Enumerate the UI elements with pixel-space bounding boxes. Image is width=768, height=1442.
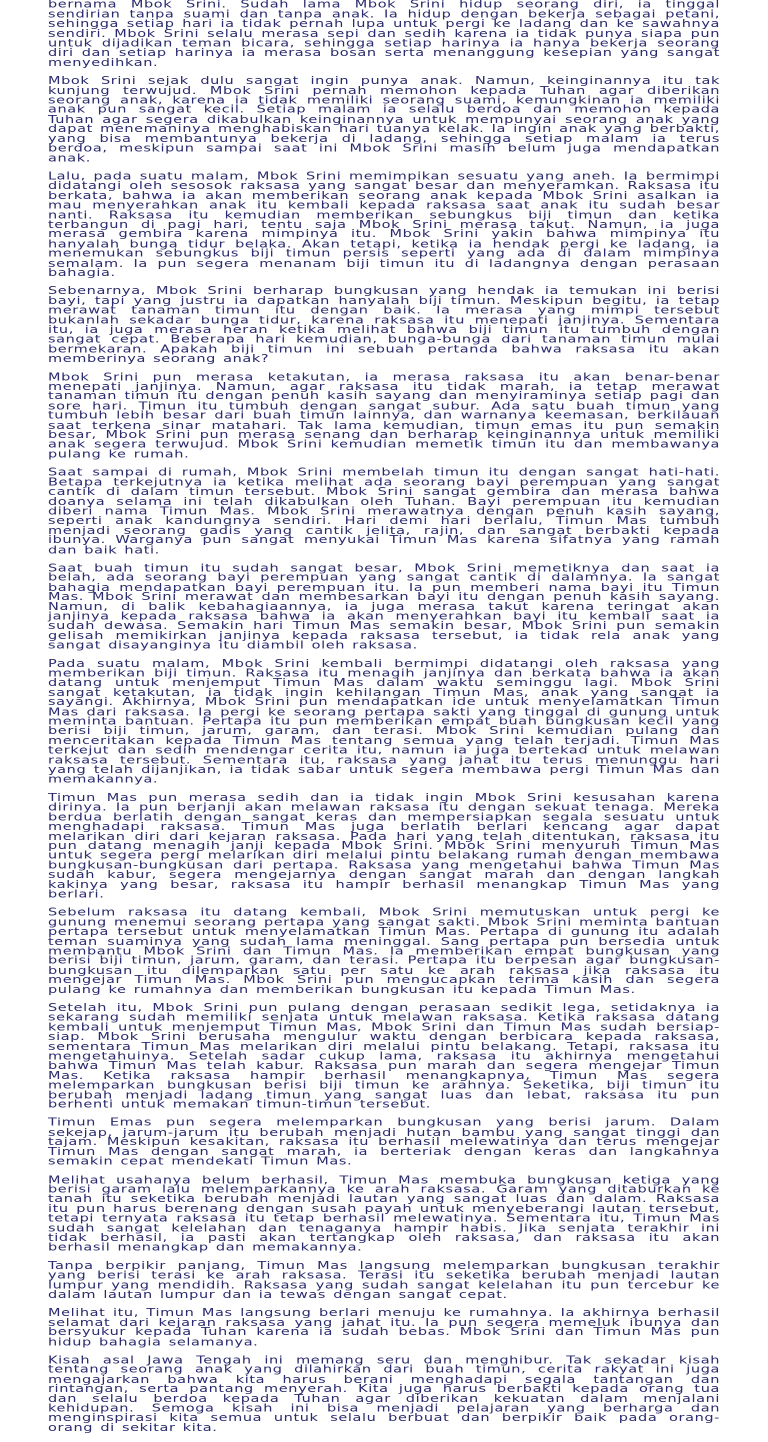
paragraph-15: Melihat itu, Timun Mas langsung berlari menuju ke rumahnya. Ia akhirnya berhasil selamat dari kejaran raksasa yang jahat itu. Ia pun segera memeluk ibunya dan bersyukur kepada Tuhan karena ia sudah bebas. Mbok Srini dan Timun Mas pun hidup bahagia selamanya. bbox=[48, 1307, 720, 1348]
paragraph-10: Sebelum raksasa itu datang kembali, Mbok Srini memutuskan untuk pergi ke gunung menemui seorang pertapa yang sangat sakti. Mbok Srini meminta bantuan pertapa tersebut untuk menyelamatkan Timun Mas. Pertapa di gunung itu adalah teman suaminya yang sudah lama meninggal. Sang pertapa pun bersedia untuk membantu Mbok Srini dan Timun Mas. Ia memberikan empat bungkusan yang berisi biji timun, jarum, garam, dan terasi. Pertapa itu berpesan agar bungkusan-bungkusan itu dilemparkan satu per satu ke arah raksasa jika raksasa itu mengejar Timun Mas. Mbok Srini pun mengucapkan terima kasih dan segera pulang ke rumahnya dan memberikan bungkusan itu kepada Timun Mas. bbox=[48, 907, 720, 996]
paragraph-7: Saat buah timun itu sudah sangat besar, Mbok Srini memetiknya dan saat ia belah, ada seorang bayi perempuan yang sangat cantik di dalamnya. Ia sangat bahagia mendapatkan bayi perempuan itu. Ia pun memberi nama bayi itu Timun Mas. Mbok Srini merawat dan membesarkan bayi itu dengan penuh kasih sayang. Namun, di balik kebahagiaannya, ia juga merasa takut karena teringat akan janjinya kepada raksasa bahwa ia akan menyerahkan bayi itu kembali saat ia sudah dewasa. Semakin hari Timun Mas semakin besar, Mbok Srini pun semakin gelisah memikirkan janjinya kepada raksasa tersebut, ia tidak rela anak yang sangat disayanginya itu diambil oleh raksasa. bbox=[48, 562, 720, 652]
paragraph-12: Timun Emas pun segera melemparkan bungkusan yang berisi jarum. Dalam sekejap, jarum-jarum itu berubah menjadi hutan bambu yang sangat tinggi dan tajam. Meskipun kesakitan, raksasa itu berhasil melewatinya dan terus mengejar Timun Mas dengan sangat marah, ia berteriak dengan keras dan langkahnya semakin cepat mendekati Timun Mas. bbox=[48, 1117, 720, 1168]
paragraph-16: Kisah asal Jawa Tengah ini memang seru dan menghibur. Tak sekadar kisah tentang seorang anak yang dilahirkan dari buah timun, cerita rakyat ini juga mengajarkan bahwa kita harus berani menghadapi segala tantangan dan rintangan, serta pantang menyerah. Kita juga harus berbakti kepada orang tua dan selalu berdoa kepada Tuhan agar diberikan kekuatan dalam menjalani kehidupan. Semoga kisah ini bisa menjadi pelajaran yang berharga dan menginspirasi kita semua untuk selalu berbuat dan berpikir baik pada orang-orang di sekitar kita. bbox=[48, 1354, 720, 1434]
paragraph-5: Mbok Srini pun merasa ketakutan, ia merasa raksasa itu akan benar-benar menepati janjinya. Namun, agar raksasa itu tidak marah, ia tetap merawat tanaman timun itu dengan penuh kasih sayang dan menyiraminya setiap pagi dan sore hari. Timun itu tumbuh dengan sangat subur. Ada satu buah timun yang tumbuh lebih besar dari buah timun lainnya, dan warnanya keemasan, berkilauan saat terkena sinar matahari. Tak lama kemudian, timun emas itu pun semakin besar, Mbok Srini pun merasa senang dan berharap keinginannya untuk memiliki anak segera terwujud. Mbok Srini kemudian memetik timun itu dan membawanya pulang ke rumah. bbox=[48, 371, 720, 461]
paragraph-11: Setelah itu, Mbok Srini pun pulang dengan perasaan sedikit lega, setidaknya ia sekarang sudah memiliki senjata untuk melawan raksasa. Ketika raksasa datang kembali untuk menjemput Timun Mas, Mbok Srini dan Timun Mas sudah bersiap-siap. Mbok Srini berusaha mengulur waktu dengan berbicara kepada raksasa, sementara Timun Mas melarikan diri melalui pintu belakang. Tetapi, raksasa itu mengetahuinya. Setelah sadar cukup lama, raksasa itu akhirnya mengetahui bahwa Timun Mas telah kabur. Raksasa pun marah dan segera mengejar Timun Mas. Ketika raksasa hampir berhasil menangkapnya, Timun Mas segera melemparkan bungkusan berisi biji timun ke arahnya. Seketika, biji timun itu berubah menjadi ladang timun yang sangat luas dan lebat, raksasa itu pun berhenti untuk memakan timun-timun tersebut. bbox=[48, 1002, 720, 1111]
paragraph-4: Sebenarnya, Mbok Srini berharap bungkusan yang hendak ia temukan ini berisi bayi, tapi yang justru ia dapatkan hanyalah biji timun. Meskipun begitu, ia tetap merawat tanaman timun itu dengan baik. Ia merasa yang mimpi tersebut bukanlah sekadar bunga tidur, karena raksasa itu menepati janjinya. Sementara itu, ia juga merasa heran ketika melihat bahwa biji timun itu tumbuh dengan sangat cepat. Beberapa hari kemudian, bunga-bunga dari tanaman timun mulai bermekaran. Apakah biji timun ini sebuah pertanda bahwa raksasa itu akan memberinya seorang anak? bbox=[48, 285, 720, 365]
paragraph-9: Timun Mas pun merasa sedih dan ia tidak ingin Mbok Srini kesusahan karena dirinya. Ia pun berjanji akan melawan raksasa itu dengan sekuat tenaga. Mereka berdua berlatih dengan sangat keras dan mempersiapkan segala sesuatu untuk menghadapi raksasa. Timun Mas juga berlatih berlari kencang agar dapat melarikan diri dari kejaran raksasa. Pada hari yang telah ditentukan, raksasa itu pun datang menagih janji kepada Mbok Srini. Mbok Srini menyuruh Timun Mas untuk segera pergi melarikan diri melalui pintu belakang rumah dengan membawa bungkusan-bungkusan dari pertapa. Raksasa yang mengetahui bahwa Timun Mas sudah kabur, segera mengejarnya dengan sangat marah dan dengan langkah kakinya yang besar, raksasa itu hampir berhasil menangkap Timun Mas yang berlari. bbox=[48, 792, 720, 901]
paragraph-3: Lalu, pada suatu malam, Mbok Srini memimpikan sesuatu yang aneh. Ia bermimpi didatangi oleh sesosok raksasa yang sangat besar dan menyeramkan. Raksasa itu berkata, bahwa ia akan memberikan seorang anak kepada Mbok Srini asalkan ia mau menyerahkan anak itu kembali kepada raksasa saat anak itu sudah besar nanti. Raksasa itu kemudian memberikan sebungkus biji timun dan ketika terbangun di pagi hari, tentu saja Mbok Srini merasa takut. Namun, ia juga merasa gembira karena mimpinya itu. Mbok Srini yakin bahwa mimpinya itu hanyalah bunga tidur belaka. Akan tetapi, ketika ia hendak pergi ke ladang, ia menemukan sebungkus biji timun persis seperti yang ada di dalam mimpinya semalam. Ia pun segera menanam biji timun itu di ladangnya dengan perasaan bahagia. bbox=[48, 170, 720, 279]
story-text bbox=[48, 0, 720, 1442]
paragraph-2: Mbok Srini sejak dulu sangat ingin punya anak. Namun, keinginannya itu tak kunjung terwujud. Mbok Srini pernah memohon kepada Tuhan agar diberikan seorang anak, karena ia tidak memiliki seorang suami, kemungkinan ia memiliki anak pun sangat kecil. Setiap malam ia selalu berdoa dan memohon kepada Tuhan agar segera dikabulkan keinginannya untuk mempunyai seorang anak yang dapat menemaninya menghabiskan hari tuanya kelak. Ia ingin anak yang berbakti, yang bisa membantunya bekerja di ladang, sehingga setiap malam ia terus berdoa, meskipun sampai saat ini Mbok Srini masih belum juga mendapatkan anak. bbox=[48, 75, 720, 165]
paragraph-6: Saat sampai di rumah, Mbok Srini membelah timun itu dengan sangat hati-hati. Betapa terkejutnya ia ketika melihat ada seorang bayi perempuan yang sangat cantik di dalam timun tersebut. Mbok Srini sangat gembira dan merasa bahwa doanya selama ini telah dikabulkan oleh Tuhan. Bayi perempuan itu kemudian diberi nama Timun Mas. Mbok Srini merawatnya dengan penuh kasih sayang, seperti anak kandungnya sendiri. Hari demi hari berlalu, Timun Mas tumbuh menjadi seorang gadis yang cantik jelita, rajin, dan sangat berbakti kepada ibunya. Warganya pun sangat menyukai Timun Mas karena sifatnya yang ramah dan baik hati. bbox=[48, 467, 720, 556]
paragraph-14: Tanpa berpikir panjang, Timun Mas langsung melemparkan bungkusan terakhir yang berisi terasi ke arah raksasa. Terasi itu seketika berubah menjadi lautan lumpur yang mendidih. Raksasa yang sudah sangat kelelahan itu pun tercebur ke dalam lautan lumpur dan ia tewas dengan sangat cepat. bbox=[48, 1260, 720, 1301]
paragraph-1: bernama Mbok Srini. Sudah lama Mbok Srini hidup seorang diri, ia tinggal sendirian tanpa suami dan tanpa anak. Ia hidup dengan bekerja sebagai petani, sehingga setiap hari ia tidak pernah lupa untuk pergi ke ladang dan ke sawahnya sendiri. Mbok Srini selalu merasa sepi dan sedih karena ia tidak punya siapa pun untuk dijadikan teman bicara, sehingga setiap harinya ia hanya bekerja seorang diri dan setiap harinya ia merasa bosan serta menanggung kesepian yang sangat menyedihkan. bbox=[48, 0, 720, 69]
paragraph-13: Melihat usahanya belum berhasil, Timun Mas membuka bungkusan ketiga yang berisi garam lalu melemparkannya ke arah raksasa. Garam yang ditaburkan ke tanah itu seketika berubah menjadi lautan yang sangat luas dan dalam. Raksasa itu pun harus berenang dengan susah payah untuk menyeberangi lautan tersebut, tetapi ternyata raksasa itu tetap berhasil melewatinya. Sementara itu, Timun Mas sudah sangat kelelahan dan tenaganya hampir habis. Jika senjata terakhir ini tidak berhasil, ia pasti akan tertangkap oleh raksasa, dan raksasa itu akan berhasil menangkap dan memakannya. bbox=[48, 1174, 720, 1254]
paragraph-8: Pada suatu malam, Mbok Srini kembali bermimpi didatangi oleh raksasa yang memberikan biji timun. Raksasa itu menagih janjinya dan berkata bahwa ia akan datang untuk menjemput Timun Mas dalam waktu seminggu lagi. Mbok Srini sangat ketakutan, ia tidak ingin kehilangan Timun Mas, anak yang sangat ia sayangi. Akhirnya, Mbok Srini pun mendapatkan ide untuk menyelamatkan Timun Mas dari raksasa. Ia pergi ke seorang pertapa sakti yang tinggal di gunung untuk meminta bantuan. Pertapa itu pun memberikan empat buah bungkusan kecil yang berisi biji timun, jarum, garam, dan terasi. Mbok Srini kemudian pulang dan menceritakan kepada Timun Mas tentang semua yang telah terjadi. Timun Mas terkejut dan sedih mendengar cerita itu, namun ia juga bertekad untuk melawan raksasa tersebut. Sementara itu, raksasa yang jahat itu terus menunggu hari yang telah dijanjikan, ia tidak sabar untuk segera membawa pergi Timun Mas dan memakannya. bbox=[48, 658, 720, 786]
